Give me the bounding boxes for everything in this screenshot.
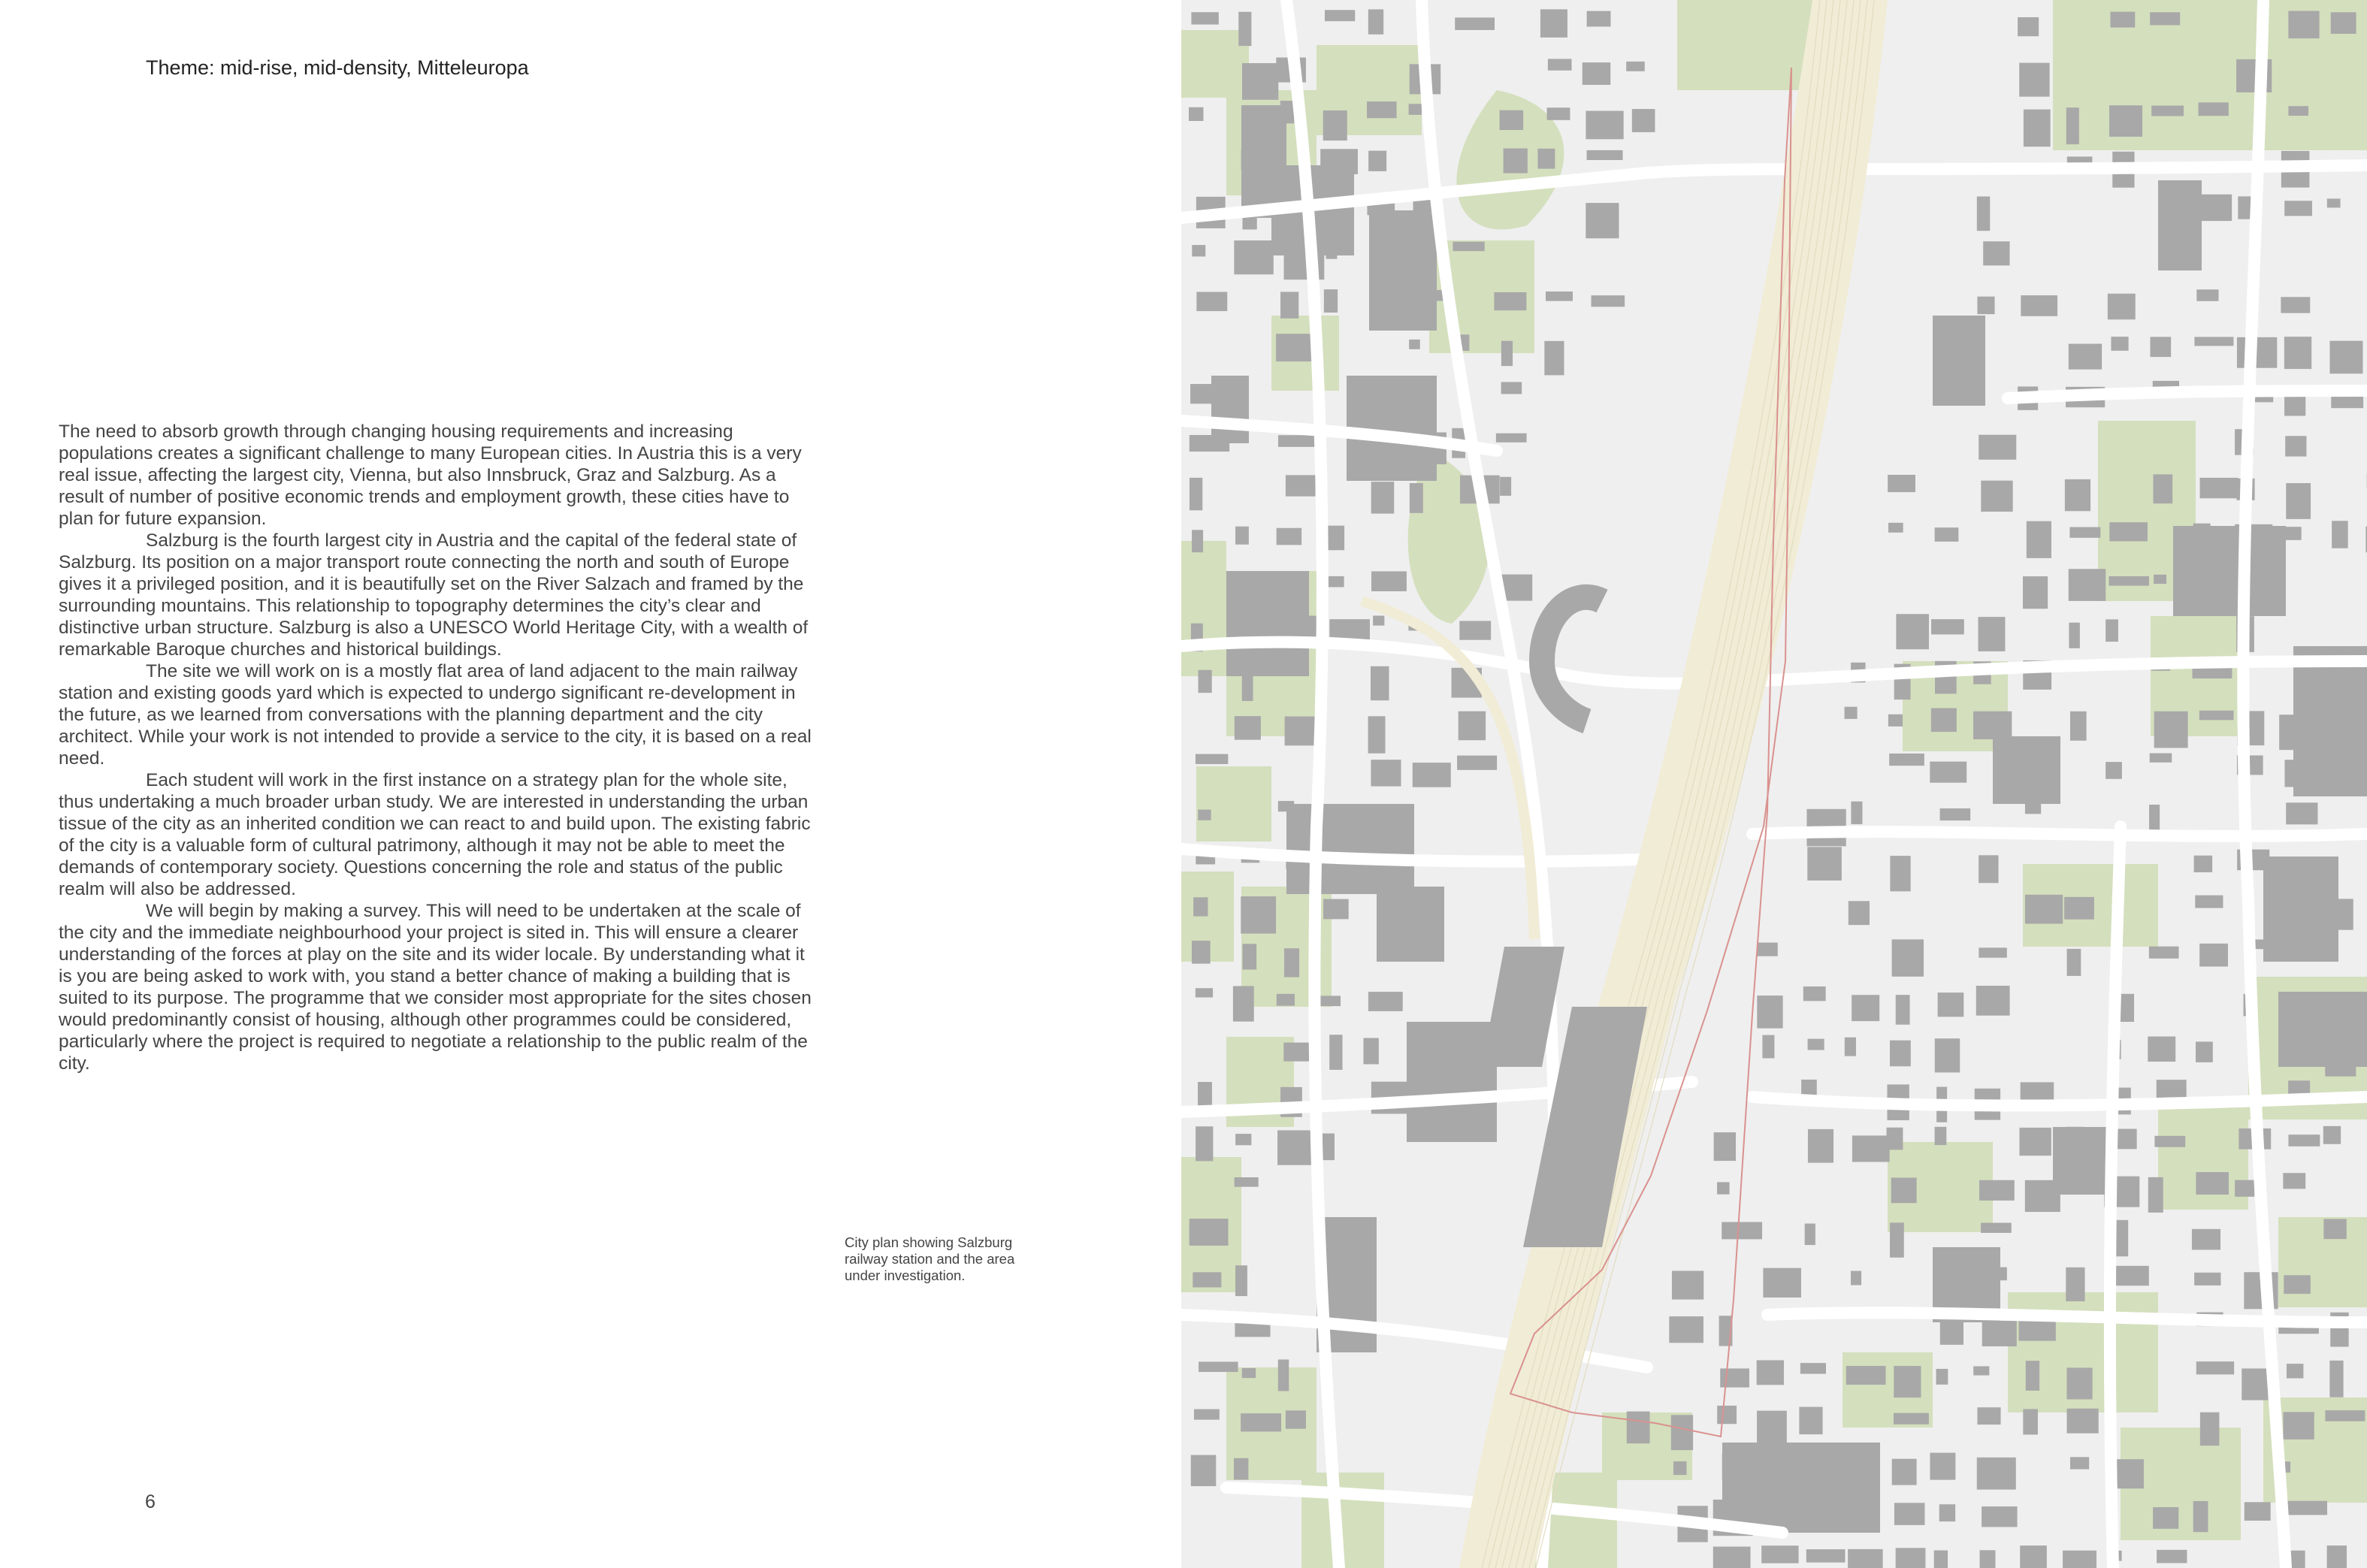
building — [1190, 478, 1202, 510]
building — [2281, 297, 2310, 313]
building — [1191, 1455, 1217, 1486]
building — [2019, 63, 2049, 97]
building — [1583, 62, 1610, 85]
building — [1278, 1360, 1289, 1391]
building — [1501, 382, 1522, 394]
building — [1242, 63, 1278, 100]
building — [1805, 1224, 1815, 1246]
building — [1329, 1035, 1342, 1070]
building-block — [1377, 887, 1444, 962]
building-block — [2053, 1127, 2113, 1195]
building — [2195, 896, 2223, 908]
building — [2150, 12, 2180, 25]
building — [1196, 988, 1213, 997]
building — [1276, 334, 1313, 361]
building — [2196, 1172, 2229, 1195]
building — [1714, 1132, 1736, 1161]
building — [1977, 297, 1994, 314]
building — [2197, 195, 2232, 221]
green-space — [1196, 766, 1271, 841]
building — [1632, 109, 1655, 132]
building — [1981, 1223, 2012, 1233]
building — [1586, 111, 1623, 140]
building — [2018, 17, 2039, 36]
building — [1808, 1039, 1824, 1050]
building — [2154, 711, 2188, 748]
building — [2323, 1126, 2341, 1144]
building — [2194, 337, 2233, 346]
building — [1548, 59, 1572, 70]
building-block — [2173, 526, 2286, 616]
building — [2329, 341, 2362, 374]
building — [1199, 1361, 1238, 1372]
building — [1763, 1268, 1801, 1298]
building — [2067, 1409, 2099, 1434]
building — [2112, 1266, 2148, 1286]
building — [1233, 986, 1254, 1021]
building — [1845, 707, 1858, 719]
building — [1979, 1180, 2015, 1201]
building — [1371, 666, 1389, 700]
building — [1799, 1407, 1822, 1435]
building — [1280, 292, 1298, 318]
building — [1931, 708, 1957, 733]
building — [1888, 715, 1903, 727]
building — [1191, 12, 1218, 24]
building — [2019, 1128, 2051, 1156]
building — [2288, 106, 2308, 116]
building — [1368, 716, 1386, 753]
building — [2150, 754, 2172, 763]
building — [1324, 289, 1338, 313]
building — [1587, 150, 1623, 160]
building — [2286, 802, 2317, 824]
building — [1409, 104, 1422, 115]
building — [2193, 1501, 2208, 1532]
building — [1326, 526, 1344, 551]
building — [1936, 1369, 1948, 1385]
building — [2199, 711, 2234, 721]
building — [2325, 1410, 2365, 1421]
building — [1235, 527, 1249, 545]
building — [2066, 1367, 2092, 1399]
building — [1713, 1547, 1751, 1568]
building — [2153, 1507, 2178, 1529]
building — [1459, 711, 1486, 741]
building — [1671, 1415, 1693, 1450]
building — [1277, 994, 1295, 1006]
building — [1368, 992, 1403, 1011]
building — [1973, 1366, 1989, 1375]
building — [1277, 1130, 1313, 1165]
building — [1504, 148, 1528, 173]
building — [1887, 1128, 1903, 1150]
building — [1286, 1410, 1306, 1428]
building — [1892, 1459, 1917, 1485]
building — [2196, 289, 2218, 301]
building — [1888, 523, 1903, 533]
building — [1586, 203, 1619, 238]
city-plan-map — [1181, 0, 2367, 1568]
building — [1979, 855, 1998, 883]
paragraph-salzburg: Salzburg is the fourth largest city in Austria and the capital of the federal state of Salzburg. Its position on a major transport route connecting the north and south of Europe gives it a privileged position, and it is beautifully set on the River Salzach and framed by the surrounding mountains. This relationship to topography determines the city’s clear and distinctive urban structure. Salzburg is also a UNESCO World Heritage City, with a wealth of remarkable Baroque churches and historical buildings. — [59, 530, 809, 660]
building — [1938, 992, 1964, 1017]
building — [1494, 292, 1526, 310]
building — [1669, 1316, 1703, 1343]
building — [1896, 614, 1929, 649]
building — [1235, 716, 1261, 740]
building — [2284, 337, 2311, 369]
building — [2069, 344, 2102, 370]
building — [2198, 102, 2228, 116]
building — [1845, 1038, 1856, 1056]
building — [1363, 1038, 1378, 1065]
building — [1803, 986, 1826, 1001]
building — [1935, 527, 1959, 542]
building — [1982, 1321, 2017, 1346]
building — [1368, 9, 1383, 34]
building-block — [1407, 1022, 1497, 1142]
building — [1896, 995, 1910, 1025]
building — [1848, 1549, 1882, 1568]
building — [2284, 201, 2312, 216]
building — [1935, 1127, 1947, 1145]
building — [1673, 1461, 1687, 1475]
building-block — [2158, 180, 2202, 270]
building — [1930, 1453, 1955, 1480]
building — [1544, 341, 1564, 376]
building — [1930, 762, 1966, 783]
building — [2020, 1545, 2047, 1568]
building — [1939, 1504, 1955, 1521]
building — [1500, 110, 1524, 130]
building — [1190, 384, 1214, 403]
building — [1587, 11, 1611, 27]
building — [2200, 478, 2239, 498]
building — [2196, 1361, 2234, 1374]
building — [2021, 1082, 2054, 1099]
building — [1320, 995, 1341, 1006]
green-space — [2053, 0, 2367, 150]
building-block — [1286, 804, 1414, 894]
building — [2070, 711, 2087, 741]
building-block — [2293, 646, 2367, 796]
building — [1807, 847, 1842, 881]
building — [1800, 1363, 1826, 1373]
building — [2027, 521, 2051, 558]
building — [2111, 337, 2128, 351]
building — [2329, 1361, 2343, 1397]
building — [1192, 530, 1203, 552]
building — [1851, 1271, 1861, 1286]
building — [1323, 110, 1347, 140]
building — [2069, 569, 2106, 601]
building — [2245, 1502, 2271, 1521]
building — [1193, 897, 1208, 916]
paragraph-survey: We will begin by making a survey. This will need to be undertaken at the scale of the city and the immediate neighbourhood your project is sited in. This will ensure a clearer understanding of the forces at play on the site and its wider locale. By understanding what it is you are being asked to work with, you stand a better chance of making a building that is suited to its purpose. The programme that we consider most appropriate for the sites chosen would predominantly consist of housing, although other programmes could be considered, particularly where the project is required to negotiate a relationship to the public realm of the city. — [59, 901, 812, 1074]
building — [2283, 1173, 2305, 1189]
building — [1540, 9, 1567, 38]
building-block — [2263, 857, 2338, 962]
building — [2025, 895, 2063, 924]
building — [2069, 623, 2079, 648]
building — [1547, 107, 1570, 120]
building — [1500, 477, 1511, 496]
building — [1242, 1368, 1256, 1378]
building — [1894, 1413, 1929, 1424]
building — [1329, 619, 1370, 640]
building — [1592, 295, 1625, 307]
building — [1410, 483, 1423, 513]
building-block — [1211, 376, 1249, 443]
building-block — [1226, 571, 1309, 676]
building — [1722, 1222, 1762, 1239]
building — [1940, 808, 1971, 820]
building — [1277, 528, 1302, 545]
building — [2150, 337, 2171, 357]
building — [2069, 527, 2100, 538]
building — [1977, 196, 1990, 231]
building — [1982, 1506, 2017, 1527]
building — [1235, 1177, 1259, 1187]
building — [2331, 12, 2356, 34]
building — [1979, 617, 2006, 651]
building — [1891, 1177, 1917, 1203]
building — [1890, 1222, 1904, 1257]
building — [2110, 12, 2135, 28]
building — [1890, 856, 1910, 891]
building — [1761, 1545, 1798, 1563]
building — [1196, 1126, 1213, 1161]
building — [2194, 856, 2212, 872]
building — [1235, 1134, 1251, 1145]
building — [1241, 1413, 1281, 1431]
building — [1973, 711, 2012, 739]
building — [1977, 1458, 2016, 1490]
building — [2332, 521, 2347, 548]
page-number: 6 — [145, 1491, 156, 1512]
building-block — [1933, 316, 1985, 406]
building — [1976, 986, 2010, 1016]
building — [1894, 1366, 1921, 1397]
building — [1235, 1265, 1247, 1296]
building — [2285, 436, 2306, 456]
building — [1234, 1458, 1248, 1480]
building-block — [1722, 1443, 1880, 1533]
building — [1459, 621, 1491, 639]
building — [1762, 1035, 1774, 1059]
building — [1196, 292, 1227, 312]
building — [2199, 944, 2228, 967]
building — [2065, 479, 2090, 511]
building — [1888, 475, 1915, 492]
building — [1627, 1412, 1650, 1444]
building — [2192, 1229, 2220, 1250]
building — [2109, 576, 2149, 586]
building — [1537, 149, 1555, 169]
building — [1283, 1043, 1310, 1062]
building — [1371, 482, 1395, 513]
building — [1501, 341, 1513, 366]
building — [2148, 1037, 2175, 1062]
building — [1626, 62, 1645, 71]
building — [1368, 151, 1386, 171]
building — [1192, 941, 1211, 964]
building — [1757, 1360, 1784, 1385]
building — [1851, 802, 1862, 824]
building — [2287, 1364, 2303, 1378]
building — [2157, 1550, 2187, 1563]
building — [2106, 762, 2122, 779]
building — [2323, 1219, 2346, 1239]
building — [1242, 944, 1256, 969]
building — [2109, 522, 2148, 541]
building — [1983, 241, 2009, 265]
building — [2200, 1412, 2220, 1446]
building — [1371, 760, 1401, 786]
building-block — [1993, 736, 2060, 804]
building — [1846, 1366, 1886, 1385]
building — [2149, 805, 2160, 830]
building — [1199, 670, 1212, 693]
building — [1931, 619, 1964, 634]
building — [1409, 340, 1420, 349]
building — [1241, 896, 1276, 934]
building — [1757, 943, 1778, 956]
building — [1849, 901, 1870, 925]
building — [2284, 527, 2302, 540]
building — [1457, 756, 1497, 770]
building — [2021, 295, 2057, 316]
building — [2327, 1545, 2347, 1568]
building — [1371, 571, 1407, 591]
building — [2154, 1136, 2185, 1147]
building — [1889, 754, 1924, 766]
building — [2023, 1409, 2038, 1434]
paragraph-site: The site we will work on is a mostly flat area of land adjacent to the main railway station and existing goods yard which is expected to undergo significant re-development in the future, as we learned from conversations with the planning department and the city architect. While your work is not intended to provide a service to the city, it is based on a real need. — [59, 661, 812, 769]
building — [1285, 717, 1319, 746]
building — [2067, 949, 2081, 976]
building — [2109, 105, 2142, 137]
building — [2066, 1267, 2084, 1301]
building — [1757, 995, 1782, 1029]
building — [1896, 1548, 1926, 1568]
building — [1196, 754, 1228, 764]
building — [1935, 1038, 1960, 1072]
green-space — [1181, 541, 1226, 676]
building — [1323, 899, 1349, 920]
body-text — [59, 421, 818, 1074]
building — [1717, 1406, 1737, 1424]
building — [1193, 1272, 1221, 1287]
building — [2242, 1368, 2268, 1400]
building — [1546, 292, 1573, 301]
theme-heading: Theme: mid-rise, mid-density, Mitteleuropa — [146, 56, 529, 79]
building — [2070, 1457, 2089, 1469]
building — [2288, 1134, 2320, 1147]
building — [1189, 107, 1203, 121]
building — [1806, 1549, 1846, 1563]
building — [1720, 1368, 1749, 1387]
building — [1367, 101, 1397, 118]
building — [2327, 198, 2341, 207]
building — [2154, 474, 2173, 503]
building — [2196, 1041, 2213, 1062]
building — [1234, 240, 1273, 274]
building — [1496, 434, 1527, 443]
building — [2283, 1412, 2314, 1439]
building — [1977, 1407, 2000, 1424]
paragraph-intro: The need to absorb growth through changing housing requirements and increasing populations creates a significant challenge to many European cities. In Austria this is a very real issue, affecting the largest city, Vienna, but also Innsbruck, Graz and Salzburg. As a result of number of positive economic trends and employment growth, these cities have to plan for future expansion. — [59, 421, 802, 529]
building — [2108, 294, 2136, 319]
building — [2106, 619, 2118, 642]
building — [1278, 435, 1317, 447]
building — [1852, 1135, 1890, 1162]
building — [1192, 245, 1205, 256]
building — [2286, 483, 2311, 519]
building — [1413, 763, 1451, 787]
building — [1672, 1270, 1703, 1299]
building — [1455, 17, 1495, 30]
building — [1323, 1134, 1335, 1161]
building — [1808, 1129, 1833, 1163]
building — [2024, 110, 2051, 147]
building-block — [1369, 210, 1437, 331]
building — [2148, 1177, 2163, 1213]
building — [1979, 435, 2016, 460]
building — [1894, 1503, 1925, 1525]
city-plan-figure — [1181, 0, 2367, 1568]
map-caption: City plan showing Salzburg railway station and the area under investigation. — [845, 1234, 1015, 1283]
building — [2287, 1501, 2327, 1515]
building — [1934, 1551, 1948, 1568]
building — [1892, 939, 1924, 976]
building — [1979, 947, 2006, 957]
building — [1286, 475, 1316, 496]
building — [2194, 1273, 2220, 1286]
building — [2235, 1180, 2254, 1197]
building — [2063, 1551, 2096, 1568]
building — [2284, 1275, 2311, 1294]
building — [1852, 995, 1879, 1021]
building — [1453, 242, 1484, 252]
building — [2066, 107, 2079, 144]
building — [1980, 1550, 1996, 1568]
building — [1373, 615, 1384, 625]
paragraph-strategy: Each student will work in the first instance on a strategy plan for the whole site, thus undertaking a much broader urban study. We are interested in understanding the urban tissue of the city as an inherited condition we can react to and build upon. The existing fabric of the city is a valuable form of cultural patrimony, although it may not be able to meet the demands of contemporary society. Questions concerning the role and status of the public realm will also be addressed. — [59, 770, 811, 899]
building — [1238, 12, 1251, 46]
building — [2154, 575, 2166, 584]
building — [2149, 947, 2179, 959]
building — [2023, 576, 2048, 609]
building — [1325, 10, 1355, 21]
building — [1981, 481, 2012, 512]
building — [1284, 948, 1299, 977]
building — [1198, 810, 1211, 820]
street — [1752, 832, 2367, 836]
building — [1717, 1182, 1730, 1194]
building — [1194, 1409, 1220, 1420]
building — [2151, 106, 2184, 116]
building-block — [2278, 992, 2367, 1067]
building — [2288, 11, 2319, 39]
building — [2026, 1361, 2039, 1391]
building — [1890, 1041, 1911, 1067]
building — [2064, 897, 2094, 920]
building — [1190, 1219, 1229, 1246]
left-page — [0, 0, 1181, 1568]
